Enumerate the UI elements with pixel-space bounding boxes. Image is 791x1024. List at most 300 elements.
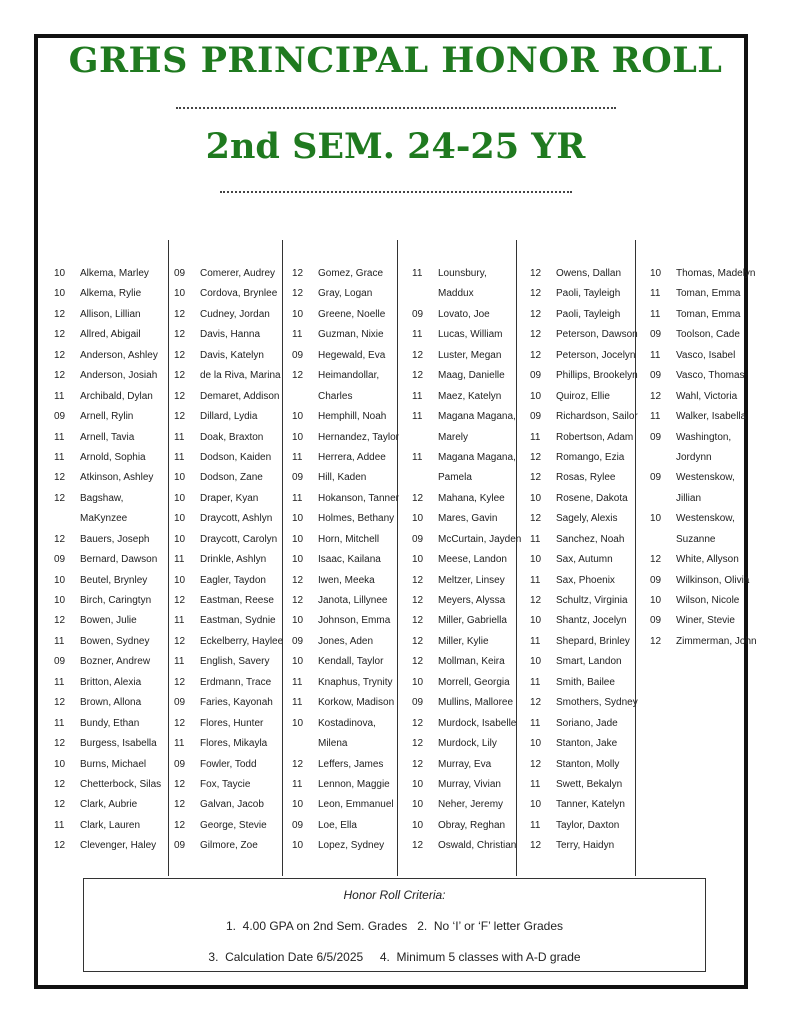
list-item xyxy=(530,366,638,386)
student-grade: 10 xyxy=(54,595,66,606)
list-item xyxy=(292,652,399,672)
student-grade: 09 xyxy=(412,533,424,545)
student-grade: 11 xyxy=(650,411,661,423)
student-grade: 12 xyxy=(412,492,424,504)
student-name: Doak, Braxton xyxy=(200,431,264,443)
student-name: Jordynn xyxy=(676,451,712,463)
list-item xyxy=(412,387,521,407)
student-name: Iwen, Meeka xyxy=(318,574,375,586)
student-grade: 10 xyxy=(174,574,186,586)
list-item xyxy=(650,346,757,366)
student-name: Maag, Danielle xyxy=(438,370,505,382)
list-item xyxy=(292,489,399,509)
student-name: Burns, Michael xyxy=(80,758,147,770)
list-item xyxy=(292,775,399,795)
student-grade: 11 xyxy=(292,778,303,790)
student-grade: 12 xyxy=(174,411,186,423)
list-item xyxy=(54,755,161,775)
student-grade: 12 xyxy=(530,595,542,606)
student-name: Korkow, Madison xyxy=(318,697,395,709)
student-grade: 12 xyxy=(54,349,66,361)
student-grade: 10 xyxy=(292,513,304,525)
student-name: Phillips, Brookelyn xyxy=(556,370,638,382)
student-name: Draper, Kyan xyxy=(200,492,259,504)
student-name: Morrell, Georgia xyxy=(438,676,510,688)
student-grade: 12 xyxy=(174,370,186,382)
student-grade: 09 xyxy=(292,349,304,361)
list-item xyxy=(54,387,161,407)
list-item xyxy=(412,346,521,366)
list-item xyxy=(530,509,638,529)
student-name: Maez, Katelyn xyxy=(438,390,502,402)
student-grade: 12 xyxy=(174,635,186,647)
student-name: Toman, Emma xyxy=(676,308,741,320)
list-item xyxy=(412,407,521,427)
list-item xyxy=(530,407,638,427)
student-grade: 11 xyxy=(54,819,65,831)
student-grade: 11 xyxy=(530,533,541,545)
student-name: Sax, Phoenix xyxy=(556,574,615,586)
student-grade: 12 xyxy=(174,799,186,811)
student-grade: 09 xyxy=(54,656,66,668)
student-name: Tanner, Katelyn xyxy=(556,799,625,811)
student-grade: 10 xyxy=(292,308,304,320)
list-item xyxy=(174,346,283,366)
student-name: Isaac, Kailana xyxy=(318,554,381,566)
list-item xyxy=(292,795,399,815)
student-grade: 09 xyxy=(174,697,186,709)
student-grade: 10 xyxy=(54,574,66,586)
list-item xyxy=(412,305,521,325)
student-grade: 09 xyxy=(412,308,424,320)
list-item xyxy=(530,591,638,611)
honor-roll-column-2 xyxy=(174,264,283,857)
student-name: Oswald, Christian xyxy=(438,840,517,852)
student-name: Hemphill, Noah xyxy=(318,411,387,423)
student-grade: 10 xyxy=(54,288,66,300)
list-item xyxy=(174,571,283,591)
list-item xyxy=(174,591,283,611)
student-grade: 09 xyxy=(54,411,66,423)
student-grade: 12 xyxy=(412,656,424,668)
list-item xyxy=(54,611,161,631)
student-name: Vasco, Isabel xyxy=(676,349,736,361)
student-name: Mullins, Malloree xyxy=(438,697,514,709)
student-grade: 11 xyxy=(412,268,423,279)
list-item xyxy=(292,284,399,304)
list-item xyxy=(54,468,161,488)
student-name: Marely xyxy=(438,431,469,443)
student-grade: 11 xyxy=(412,390,423,402)
student-grade: 09 xyxy=(174,758,186,770)
student-grade: 12 xyxy=(174,390,186,402)
student-name: Westenskow, xyxy=(676,472,735,484)
student-grade: 10 xyxy=(650,513,662,525)
student-grade: 12 xyxy=(174,308,186,320)
student-name: Clark, Aubrie xyxy=(80,799,138,811)
student-grade: 10 xyxy=(292,411,304,423)
list-item xyxy=(54,734,161,754)
student-grade: 10 xyxy=(530,738,542,750)
list-item xyxy=(54,816,161,836)
student-grade: 11 xyxy=(530,676,541,688)
list-item xyxy=(54,775,161,795)
student-grade: 10 xyxy=(530,554,542,566)
student-grade: 10 xyxy=(530,656,542,668)
list-item xyxy=(530,448,638,468)
list-item xyxy=(530,611,638,631)
student-grade: 09 xyxy=(174,840,186,852)
list-item xyxy=(412,448,521,468)
student-name: Hokanson, Tanner xyxy=(318,492,399,504)
student-name: Comerer, Audrey xyxy=(200,268,276,279)
student-grade: 11 xyxy=(292,492,303,504)
student-grade: 10 xyxy=(530,492,542,504)
student-name: Cordova, Brynlee xyxy=(200,288,278,300)
student-grade: 11 xyxy=(530,819,541,831)
list-item xyxy=(412,714,521,734)
student-grade: 11 xyxy=(174,451,185,463)
student-grade: 12 xyxy=(54,697,66,709)
list-item xyxy=(174,366,283,386)
student-grade: 11 xyxy=(54,390,65,402)
student-name: George, Stevie xyxy=(200,819,267,831)
list-item xyxy=(650,509,757,529)
student-name: Greene, Noelle xyxy=(318,308,386,320)
student-name: Beutel, Brynley xyxy=(80,574,148,586)
list-item xyxy=(174,755,283,775)
student-name: Lucas, William xyxy=(438,329,503,341)
list-item xyxy=(54,509,161,529)
student-grade: 10 xyxy=(54,268,66,279)
student-name: Schultz, Virginia xyxy=(556,595,628,606)
list-item xyxy=(530,632,638,652)
list-item xyxy=(650,611,757,631)
student-grade: 11 xyxy=(174,431,185,443)
student-name: Faries, Kayonah xyxy=(200,697,273,709)
list-item xyxy=(54,673,161,693)
student-grade: 12 xyxy=(54,799,66,811)
student-grade: 09 xyxy=(292,819,304,831)
student-grade: 10 xyxy=(530,390,542,402)
list-item xyxy=(530,775,638,795)
student-name: Alkema, Marley xyxy=(80,268,149,279)
student-name: Eastman, Sydnie xyxy=(200,615,276,627)
student-name: Bozner, Andrew xyxy=(80,656,151,668)
student-name: Vasco, Thomas xyxy=(676,370,745,382)
title-divider xyxy=(176,107,616,109)
list-item xyxy=(650,284,757,304)
student-name: Rosene, Dakota xyxy=(556,492,628,504)
list-item xyxy=(530,387,638,407)
list-item xyxy=(292,407,399,427)
criteria-box xyxy=(83,878,706,972)
list-item xyxy=(174,428,283,448)
student-name: Peterson, Jocelyn xyxy=(556,349,636,361)
student-name: Brown, Allona xyxy=(80,697,142,709)
student-name: Shepard, Brinley xyxy=(556,635,630,647)
student-name: Erdmann, Trace xyxy=(200,676,272,688)
list-item xyxy=(412,611,521,631)
student-name: Allred, Abigail xyxy=(80,329,141,341)
student-grade: 09 xyxy=(54,554,66,566)
student-name: Owens, Dallan xyxy=(556,268,622,279)
student-name: Horn, Mitchell xyxy=(318,533,380,545)
student-name: Archibald, Dylan xyxy=(80,390,153,402)
student-name: Atkinson, Ashley xyxy=(80,472,154,484)
student-name: Fowler, Todd xyxy=(200,758,257,770)
student-name: Lounsbury, xyxy=(438,268,487,279)
student-name: Alkema, Rylie xyxy=(80,288,142,300)
student-name: Smothers, Sydney xyxy=(556,697,638,709)
student-grade: 11 xyxy=(412,451,423,463)
student-grade: 10 xyxy=(292,799,304,811)
student-name: Romango, Ezia xyxy=(556,451,625,463)
student-grade: 12 xyxy=(292,595,304,606)
student-name: Arnell, Tavia xyxy=(80,431,135,443)
student-name: Milena xyxy=(318,738,348,750)
list-item xyxy=(530,468,638,488)
list-item xyxy=(412,530,521,550)
list-item xyxy=(530,795,638,815)
list-item xyxy=(292,366,399,386)
student-grade: 10 xyxy=(412,513,424,525)
list-item xyxy=(174,509,283,529)
list-item xyxy=(412,795,521,815)
student-name: Wahl, Victoria xyxy=(676,390,738,402)
student-grade: 12 xyxy=(412,758,424,770)
student-name: McCurtain, Jayden xyxy=(438,533,522,545)
list-item xyxy=(412,816,521,836)
list-item xyxy=(54,264,161,284)
student-grade: 12 xyxy=(54,492,66,504)
list-item xyxy=(412,673,521,693)
student-name: Drinkle, Ashlyn xyxy=(200,554,267,566)
list-item xyxy=(650,366,757,386)
student-grade: 12 xyxy=(530,697,542,709)
student-name: Toman, Emma xyxy=(676,288,741,300)
student-grade: 11 xyxy=(292,676,303,688)
student-name: Toolson, Cade xyxy=(676,329,740,341)
student-name: Heimandollar, xyxy=(318,370,380,382)
student-name: Kendall, Taylor xyxy=(318,656,384,668)
student-name: Hernandez, Taylor xyxy=(318,431,399,443)
student-grade: 12 xyxy=(292,268,304,279)
list-item xyxy=(530,836,638,856)
student-name: Knaphus, Trynity xyxy=(318,676,393,688)
list-item xyxy=(54,428,161,448)
student-grade: 09 xyxy=(650,329,662,341)
list-item xyxy=(292,346,399,366)
student-grade: 12 xyxy=(54,615,66,627)
list-item xyxy=(54,305,161,325)
list-item xyxy=(412,325,521,345)
student-grade: 11 xyxy=(650,288,661,300)
student-name: Luster, Megan xyxy=(438,349,502,361)
list-item xyxy=(530,428,638,448)
student-name: Dodson, Kaiden xyxy=(200,451,272,463)
student-grade: 10 xyxy=(412,554,424,566)
student-name: Gray, Logan xyxy=(318,288,373,300)
honor-roll-column-1 xyxy=(54,264,161,857)
student-name: Miller, Gabriella xyxy=(438,615,507,627)
student-name: Smith, Bailee xyxy=(556,676,615,688)
list-item xyxy=(412,734,521,754)
student-name: Davis, Katelyn xyxy=(200,349,264,361)
honor-roll-column-5 xyxy=(530,264,638,857)
list-item xyxy=(174,632,283,652)
student-name: Anderson, Ashley xyxy=(80,349,158,361)
student-grade: 09 xyxy=(292,472,304,484)
student-grade: 09 xyxy=(650,472,662,484)
student-grade: 12 xyxy=(54,472,66,484)
list-item xyxy=(174,550,283,570)
student-grade: 12 xyxy=(530,349,542,361)
student-name: Lovato, Joe xyxy=(438,308,490,320)
list-item xyxy=(412,632,521,652)
page-title: GRHS PRINCIPAL HONOR ROLL xyxy=(68,40,723,81)
student-grade: 10 xyxy=(292,431,304,443)
student-name: Eckelberry, Haylee xyxy=(200,635,284,647)
student-grade: 12 xyxy=(412,635,424,647)
student-grade: 09 xyxy=(650,574,662,586)
student-name: Walker, Isabella xyxy=(676,411,747,423)
student-grade: 11 xyxy=(174,554,185,566)
student-name: Loe, Ella xyxy=(318,819,357,831)
list-item xyxy=(174,325,283,345)
list-item xyxy=(650,387,757,407)
student-name: Smart, Landon xyxy=(556,656,622,668)
list-item xyxy=(54,714,161,734)
student-grade: 11 xyxy=(54,431,65,443)
list-item xyxy=(292,632,399,652)
list-item xyxy=(54,325,161,345)
student-grade xyxy=(412,468,438,488)
student-name: Birch, Caringtyn xyxy=(80,595,152,606)
list-item xyxy=(54,550,161,570)
student-name: Flores, Mikayla xyxy=(200,738,268,750)
student-grade: 12 xyxy=(174,717,186,729)
student-name: de la Riva, Marina xyxy=(200,370,281,382)
list-item xyxy=(530,489,638,509)
student-grade xyxy=(650,448,676,468)
student-name: Obray, Reghan xyxy=(438,819,506,831)
student-grade: 10 xyxy=(174,288,186,300)
student-name: Bundy, Ethan xyxy=(80,717,140,729)
student-grade: 12 xyxy=(412,595,424,606)
student-grade: 10 xyxy=(292,656,304,668)
student-name: Shantz, Jocelyn xyxy=(556,615,627,627)
student-grade: 12 xyxy=(174,349,186,361)
student-name: Britton, Alexia xyxy=(80,676,142,688)
student-grade: 09 xyxy=(530,370,542,382)
student-grade: 12 xyxy=(650,635,662,647)
student-name: Anderson, Josiah xyxy=(80,370,158,382)
student-name: White, Allyson xyxy=(676,554,739,566)
student-grade: 12 xyxy=(412,349,424,361)
list-item xyxy=(174,407,283,427)
list-item xyxy=(530,652,638,672)
student-grade: 12 xyxy=(530,308,542,320)
list-item xyxy=(174,775,283,795)
student-name: Murdock, Isabelle xyxy=(438,717,517,729)
list-item xyxy=(174,714,283,734)
student-grade: 11 xyxy=(650,308,661,320)
student-grade: 12 xyxy=(650,554,662,566)
student-grade: 09 xyxy=(292,635,304,647)
student-name: Holmes, Bethany xyxy=(318,513,395,525)
student-grade: 12 xyxy=(174,819,186,831)
student-name: Lennon, Maggie xyxy=(318,778,390,790)
student-grade: 10 xyxy=(530,615,542,627)
student-name: Draycott, Carolyn xyxy=(200,533,278,545)
student-grade: 12 xyxy=(174,676,186,688)
list-item xyxy=(650,632,757,652)
student-name: Janota, Lillynee xyxy=(318,595,388,606)
list-item xyxy=(412,755,521,775)
list-item xyxy=(174,448,283,468)
list-item xyxy=(292,836,399,856)
student-grade: 12 xyxy=(292,574,304,586)
student-name: Rosas, Rylee xyxy=(556,472,616,484)
list-item xyxy=(530,346,638,366)
student-name: Washington, xyxy=(676,431,732,443)
list-item xyxy=(530,714,638,734)
list-item xyxy=(292,448,399,468)
student-name: Murray, Eva xyxy=(438,758,492,770)
student-grade: 11 xyxy=(54,676,65,688)
list-item xyxy=(174,530,283,550)
student-name: Fox, Taycie xyxy=(200,778,251,790)
student-name: Neher, Jeremy xyxy=(438,799,504,811)
student-name: Mollman, Keira xyxy=(438,656,505,668)
student-name: Leffers, James xyxy=(318,758,384,770)
student-name: Jillian xyxy=(676,492,702,504)
student-name: Sagely, Alexis xyxy=(556,513,618,525)
student-grade xyxy=(54,509,80,529)
list-item xyxy=(412,489,521,509)
list-item xyxy=(650,305,757,325)
list-item xyxy=(530,284,638,304)
list-item xyxy=(174,305,283,325)
student-grade: 11 xyxy=(292,697,303,709)
student-name: Guzman, Nixie xyxy=(318,329,384,341)
list-item xyxy=(174,284,283,304)
student-grade: 09 xyxy=(530,411,542,423)
list-item xyxy=(530,571,638,591)
list-item xyxy=(530,673,638,693)
list-item xyxy=(54,530,161,550)
student-grade xyxy=(412,284,438,304)
student-name: Mares, Gavin xyxy=(438,513,498,525)
student-name: Chetterbock, Silas xyxy=(80,778,162,790)
student-name: Eastman, Reese xyxy=(200,595,274,606)
student-name: Bowen, Julie xyxy=(80,615,137,627)
student-name: Clevenger, Haley xyxy=(80,840,157,852)
list-item xyxy=(650,325,757,345)
student-grade: 09 xyxy=(650,370,662,382)
list-item xyxy=(530,755,638,775)
student-name: Gomez, Grace xyxy=(318,268,384,279)
list-item xyxy=(292,468,399,488)
student-name: Davis, Hanna xyxy=(200,329,261,341)
student-grade: 12 xyxy=(54,738,66,750)
student-grade: 12 xyxy=(54,308,66,320)
list-item xyxy=(174,264,283,284)
list-item xyxy=(292,387,399,407)
list-item xyxy=(292,571,399,591)
student-grade: 11 xyxy=(530,635,541,647)
